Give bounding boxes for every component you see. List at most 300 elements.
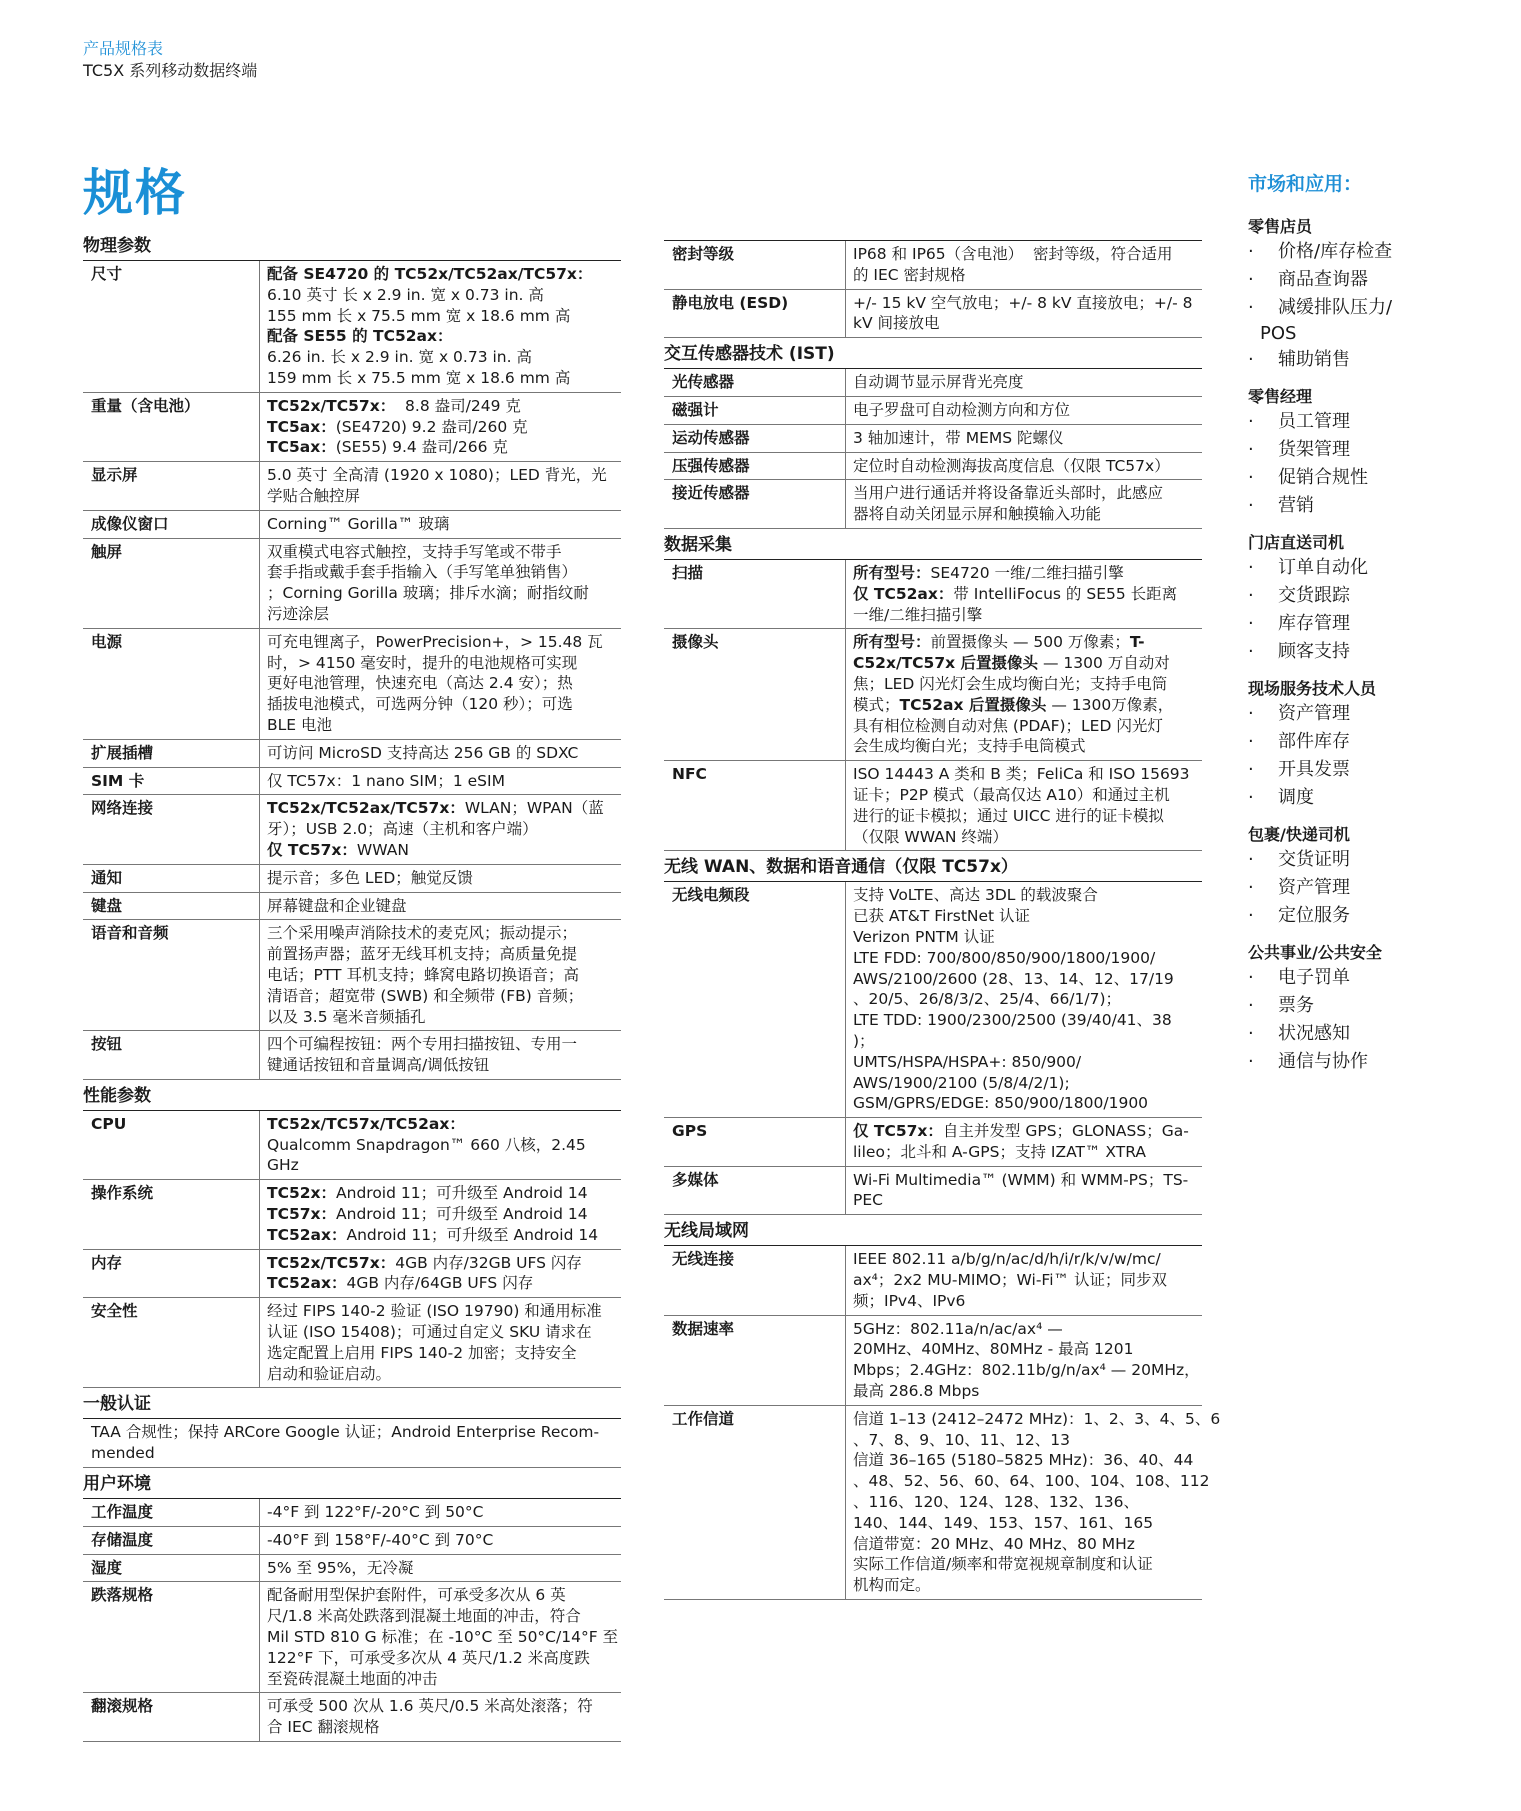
spec-line bbox=[267, 923, 615, 944]
spec-text: 4GB 内存/32GB UFS 闪存 bbox=[395, 1253, 582, 1272]
spec-line bbox=[853, 989, 1196, 1010]
spec-label-bold: TC52ax： bbox=[267, 1274, 347, 1293]
bullet-icon: · bbox=[1248, 703, 1254, 724]
market-item-text: 状况感知 bbox=[1278, 1023, 1350, 1044]
spec-line bbox=[267, 1669, 618, 1690]
market-item-text: 商品查询器 bbox=[1278, 269, 1368, 290]
spec-line bbox=[853, 653, 1196, 674]
bullet-icon: · bbox=[1248, 641, 1254, 662]
spec-text: AWS/1900/2100 (5/8/4/2/1); bbox=[853, 1073, 1070, 1092]
spec-value bbox=[846, 1406, 1226, 1599]
spec-text: 带 IntelliFocus 的 SE55 长距离 bbox=[953, 584, 1178, 603]
spec-line bbox=[267, 347, 615, 368]
spec-row bbox=[664, 1406, 1221, 1600]
spec-text: 6.10 英寸 长 x 2.9 in. 宽 x 0.73 in. 高 bbox=[267, 285, 544, 304]
spec-text: 证卡；P2P 模式（最高仅达 A10）和通过主机 bbox=[853, 785, 1170, 804]
spec-line bbox=[267, 1135, 615, 1156]
spec-label-bold: TC5ax： bbox=[267, 438, 336, 457]
spec-line bbox=[267, 944, 615, 965]
spec-line bbox=[267, 1273, 615, 1294]
spec-text: 屏幕键盘和企业键盘 bbox=[267, 896, 407, 915]
spec-text: ；Corning Gorilla 玻璃；排斥水滴；耐指纹耐 bbox=[267, 584, 589, 603]
spec-text: LTE FDD: 700/800/850/900/1800/1900/ bbox=[853, 948, 1156, 967]
specs-column-middle bbox=[664, 240, 1221, 1600]
spec-row bbox=[83, 795, 621, 864]
spec-row bbox=[83, 740, 621, 768]
spec-row bbox=[664, 480, 1202, 529]
spec-label-bold: 仅 TC57x： bbox=[267, 840, 357, 859]
spec-line bbox=[267, 771, 615, 792]
spec-row bbox=[664, 1316, 1202, 1406]
spec-line bbox=[267, 868, 615, 889]
spec-text: 认证 (ISO 15408)；可通过自定义 SKU 请求在 bbox=[267, 1323, 592, 1342]
spec-label-bold: TC52x/TC57x/TC52ax： bbox=[267, 1114, 465, 1133]
spec-key: 安全性 bbox=[83, 1298, 260, 1387]
spec-line bbox=[853, 1052, 1196, 1073]
spec-row bbox=[83, 511, 621, 539]
spec-text: 至瓷砖混凝土地面的冲击 bbox=[267, 1669, 438, 1688]
bullet-icon: · bbox=[1248, 349, 1254, 370]
spec-key: 运动传感器 bbox=[664, 425, 846, 452]
spec-value bbox=[846, 241, 1202, 289]
spec-line bbox=[853, 1360, 1200, 1381]
spec-value bbox=[846, 560, 1202, 628]
bullet-icon: · bbox=[1248, 585, 1254, 606]
spec-text: AWS/2100/2600 (28、13、14、12、17/19 bbox=[853, 969, 1174, 988]
spec-line bbox=[267, 1204, 615, 1225]
bullet-icon: · bbox=[1248, 613, 1254, 634]
spec-line: mended bbox=[91, 1444, 155, 1463]
spec-text: 定位时自动检测海拔高度信息（仅限 TC57x） bbox=[853, 456, 1170, 475]
spec-text: (SE55) 9.4 盎司/266 克 bbox=[335, 438, 508, 457]
spec-text: PEC bbox=[853, 1191, 883, 1210]
spec-key: 摄像头 bbox=[664, 629, 846, 760]
market-item-text: 库存管理 bbox=[1278, 613, 1350, 634]
spec-line bbox=[853, 1170, 1196, 1191]
spec-row bbox=[83, 1499, 621, 1527]
spec-text: 清语音；超宽带 (SWB) 和全频带 (FB) 音频； bbox=[267, 986, 584, 1005]
spec-text: kV 间接放电 bbox=[853, 314, 940, 333]
spec-line bbox=[853, 456, 1196, 477]
spec-text: 器将自动关闭显示屏和触摸输入功能 bbox=[853, 505, 1102, 524]
market-item bbox=[1248, 1048, 1488, 1076]
spec-text: — 1300万像素， bbox=[1046, 695, 1174, 714]
spec-key: 键盘 bbox=[83, 893, 260, 920]
spec-text: 可访问 MicroSD 支持高达 256 GB 的 SDXC bbox=[267, 743, 579, 762]
spec-label-bold: 配备 SE55 的 TC52ax： bbox=[267, 327, 453, 346]
spec-line bbox=[853, 483, 1196, 504]
market-item bbox=[1248, 700, 1488, 728]
spec-key: 工作温度 bbox=[83, 1499, 260, 1526]
spec-text: 最高 286.8 Mbps bbox=[853, 1382, 980, 1401]
bullet-icon: · bbox=[1248, 1051, 1254, 1072]
market-item-text: 电子罚单 bbox=[1278, 967, 1350, 988]
spec-key: 压强传感器 bbox=[664, 453, 846, 480]
spec-key: GPS bbox=[664, 1118, 846, 1166]
spec-row bbox=[83, 1031, 621, 1080]
spec-text: ax⁴；2x2 MU-MIMO；Wi-Fi™ 认证；同步双 bbox=[853, 1271, 1167, 1290]
market-group-title: 零售店员 bbox=[1248, 217, 1313, 236]
spec-text: 电子罗盘可自动检测方向和方位 bbox=[853, 400, 1071, 419]
spec-text: WLAN；WPAN（蓝 bbox=[464, 799, 604, 818]
spec-text: IP68 和 IP65（含电池） 密封等级，符合适用 bbox=[853, 245, 1173, 263]
spec-text: 仅 TC57x：1 nano SIM；1 eSIM bbox=[267, 771, 505, 790]
spec-value bbox=[846, 369, 1202, 396]
spec-line bbox=[853, 632, 1196, 653]
spec-line bbox=[267, 368, 615, 389]
spec-line bbox=[267, 896, 615, 917]
spec-value bbox=[846, 480, 1202, 528]
spec-label-bold: TC52x/TC57x： bbox=[267, 396, 396, 415]
spec-line bbox=[853, 1575, 1220, 1596]
market-group bbox=[1248, 678, 1488, 812]
spec-line bbox=[853, 1381, 1200, 1402]
spec-text: 尺/1.8 米高处跌落到混凝土地面的冲击，符合 bbox=[267, 1607, 581, 1626]
spec-line bbox=[853, 372, 1196, 393]
spec-text: 具有相位检测自动对焦 (PDAF)；LED 闪光灯 bbox=[853, 716, 1163, 735]
spec-row bbox=[83, 920, 621, 1031]
spec-line bbox=[267, 743, 615, 764]
spec-line bbox=[267, 465, 615, 486]
spec-row bbox=[664, 560, 1202, 629]
spec-text: 可承受 500 次从 1.6 英尺/0.5 米高处滚落；符 bbox=[267, 1697, 593, 1716]
specs-column-left bbox=[83, 230, 621, 1742]
spec-value bbox=[260, 768, 621, 795]
spec-line bbox=[853, 885, 1196, 906]
spec-line bbox=[267, 653, 615, 674]
spec-line bbox=[853, 265, 1196, 286]
spec-key: 多媒体 bbox=[664, 1167, 846, 1215]
spec-text: 信道 1–13 (2412–2472 MHz)：1、2、3、4、5、6 bbox=[853, 1409, 1221, 1428]
market-item-text: 交货证明 bbox=[1278, 849, 1350, 870]
spec-text: WWAN bbox=[356, 840, 409, 859]
spec-label-bold: 所有型号： bbox=[853, 633, 931, 652]
market-item bbox=[1248, 408, 1488, 436]
spec-row bbox=[664, 629, 1202, 761]
spec-text: 时，> 4150 毫安时，提升的电池规格可实现 bbox=[267, 653, 578, 672]
spec-row bbox=[83, 865, 621, 893]
spec-key: 工作信道 bbox=[664, 1406, 846, 1599]
market-item-text: 定位服务 bbox=[1278, 905, 1350, 926]
spec-label-bold: T- bbox=[1129, 633, 1145, 652]
spec-text: 前置扬声器；蓝牙无线耳机支持；高质量免提 bbox=[267, 945, 578, 964]
spec-text: 焦；LED 闪光灯会生成均衡白光；支持手电筒 bbox=[853, 674, 1168, 693]
spec-text: 已获 AT&T FirstNet 认证 bbox=[853, 907, 1031, 926]
spec-value bbox=[846, 290, 1202, 338]
market-sidebar bbox=[1248, 170, 1488, 1088]
spec-text: Mbps；2.4GHz：802.11b/g/n/ax⁴ — 20MHz， bbox=[853, 1361, 1200, 1380]
spec-line bbox=[853, 293, 1196, 314]
spec-label-bold: TC52ax： bbox=[267, 1225, 347, 1244]
market-item-text: 订单自动化 bbox=[1278, 557, 1368, 578]
section-title: 物理参数 bbox=[83, 230, 621, 261]
spec-text: （仅限 WWAN 终端） bbox=[853, 827, 1008, 846]
spec-line bbox=[853, 969, 1196, 990]
spec-line bbox=[267, 514, 615, 535]
spec-text: 实际工作信道/频率和带宽视规章制度和认证 bbox=[853, 1555, 1153, 1574]
spec-text: 进行的证卡模拟；通过 UICC 进行的证卡模拟 bbox=[853, 806, 1164, 825]
spec-value bbox=[846, 882, 1202, 1117]
spec-row bbox=[83, 768, 621, 796]
spec-line bbox=[267, 1343, 615, 1364]
section-title: 无线局域网 bbox=[664, 1215, 1202, 1246]
spec-text: 启动和验证启动。 bbox=[267, 1364, 392, 1383]
spec-line bbox=[267, 798, 615, 819]
market-title: 市场和应用： bbox=[1248, 173, 1363, 195]
spec-line bbox=[853, 1450, 1220, 1471]
spec-value bbox=[260, 920, 621, 1030]
market-item bbox=[1248, 436, 1488, 464]
spec-label-bold: 仅 TC52ax： bbox=[853, 584, 954, 603]
market-group-title: 包裹/快递司机 bbox=[1248, 825, 1350, 844]
spec-line bbox=[267, 285, 615, 306]
spec-line bbox=[267, 583, 615, 604]
market-item bbox=[1248, 582, 1488, 610]
spec-key: CPU bbox=[83, 1111, 260, 1179]
market-item bbox=[1248, 874, 1488, 902]
spec-value bbox=[260, 1298, 621, 1387]
market-item bbox=[1248, 266, 1488, 294]
spec-line bbox=[267, 417, 615, 438]
spec-line bbox=[267, 1007, 615, 1028]
spec-value bbox=[260, 261, 621, 392]
section-title: 一般认证 bbox=[83, 1388, 621, 1419]
market-item-text: 减缓排队压力/ bbox=[1278, 297, 1393, 318]
page-header bbox=[83, 38, 257, 82]
spec-line bbox=[267, 604, 615, 625]
spec-line bbox=[267, 1034, 615, 1055]
spec-row bbox=[83, 462, 621, 511]
spec-text: 5.0 英寸 全高清 (1920 x 1080)；LED 背光，光 bbox=[267, 466, 607, 485]
bullet-icon: · bbox=[1248, 1023, 1254, 1044]
spec-line bbox=[853, 1291, 1196, 1312]
section-title: 用户环境 bbox=[83, 1468, 621, 1499]
spec-line bbox=[267, 986, 615, 1007]
market-group bbox=[1248, 532, 1488, 666]
spec-label-bold: 仅 TC57x： bbox=[853, 1122, 943, 1141]
spec-line bbox=[853, 1121, 1196, 1142]
spec-key: 重量（含电池） bbox=[83, 393, 260, 461]
spec-text: 155 mm 长 x 75.5 mm 宽 x 18.6 mm 高 bbox=[267, 306, 571, 325]
spec-key: 尺寸 bbox=[83, 261, 260, 392]
market-item bbox=[1248, 756, 1488, 784]
spec-row bbox=[83, 1555, 621, 1583]
spec-value bbox=[260, 1693, 621, 1741]
market-group bbox=[1248, 216, 1488, 374]
spec-text: 信道 36–165 (5180–5825 MHz)：36、40、44 bbox=[853, 1451, 1194, 1470]
spec-line bbox=[267, 819, 615, 840]
market-item-text: 员工管理 bbox=[1278, 411, 1350, 432]
spec-line bbox=[267, 1502, 615, 1523]
market-item-text: 票务 bbox=[1278, 995, 1314, 1016]
market-item bbox=[1248, 346, 1488, 374]
spec-value bbox=[846, 1246, 1202, 1314]
bullet-icon: · bbox=[1248, 411, 1254, 432]
spec-line bbox=[853, 785, 1196, 806]
spec-value bbox=[260, 1555, 621, 1582]
spec-label-bold: TC52x： bbox=[267, 1184, 337, 1203]
spec-value bbox=[260, 462, 621, 510]
bullet-icon: · bbox=[1248, 731, 1254, 752]
spec-line bbox=[853, 1339, 1200, 1360]
spec-key: 静电放电 (ESD) bbox=[664, 290, 846, 338]
spec-text: UMTS/HSPA/HSPA+: 850/900/ bbox=[853, 1052, 1082, 1071]
spec-line bbox=[853, 1319, 1200, 1340]
spec-label-bold: 所有型号： bbox=[853, 563, 931, 582]
market-group bbox=[1248, 824, 1488, 930]
spec-key: 语音和音频 bbox=[83, 920, 260, 1030]
spec-row bbox=[664, 761, 1202, 851]
market-group bbox=[1248, 942, 1488, 1076]
spec-text: 、116、120、124、128、132、136、 bbox=[853, 1493, 1140, 1512]
spec-value bbox=[260, 629, 621, 739]
spec-text: — 1300 万自动对 bbox=[1038, 654, 1170, 673]
spec-text: 电话；PTT 耳机支持；蜂窝电路切换语音；高 bbox=[267, 965, 579, 984]
bullet-icon: · bbox=[1248, 995, 1254, 1016]
bullet-icon: · bbox=[1248, 877, 1254, 898]
spec-line bbox=[853, 1249, 1196, 1270]
spec-text: 自动调节显示屏背光亮度 bbox=[853, 373, 1024, 392]
spec-text: Android 11；可升级至 Android 14 bbox=[336, 1205, 588, 1224]
spec-text: 、20/5、26/8/3/2、25/4、66/1/7)； bbox=[853, 990, 1122, 1009]
spec-line bbox=[853, 827, 1196, 848]
market-item-text: 部件库存 bbox=[1278, 731, 1350, 752]
spec-line bbox=[853, 736, 1196, 757]
spec-row bbox=[83, 1250, 621, 1299]
market-group-title: 门店直送司机 bbox=[1248, 533, 1345, 552]
spec-text: 5GHz：802.11a/n/ac/ax⁴ — bbox=[853, 1319, 1063, 1338]
spec-key: 按钮 bbox=[83, 1031, 260, 1079]
spec-line bbox=[267, 715, 615, 736]
spec-line bbox=[853, 948, 1196, 969]
spec-row bbox=[83, 629, 621, 740]
spec-label-bold: TC5ax： bbox=[267, 417, 336, 436]
spec-text: (SE4720) 9.2 盎司/260 克 bbox=[335, 417, 528, 436]
spec-label-bold: TC52x/TC52ax/TC57x： bbox=[267, 799, 465, 818]
section-title: 无线 WAN、数据和语音通信（仅限 TC57x） bbox=[664, 851, 1202, 882]
spec-key: 扫描 bbox=[664, 560, 846, 628]
spec-text: 会生成均衡白光；支持手电筒模式 bbox=[853, 737, 1086, 756]
spec-text: 3 轴加速计，带 MEMS 陀螺仪 bbox=[853, 428, 1064, 447]
spec-line bbox=[853, 605, 1196, 626]
spec-row bbox=[664, 1167, 1202, 1216]
spec-line bbox=[267, 1717, 615, 1738]
spec-text: Android 11；可升级至 Android 14 bbox=[346, 1225, 599, 1244]
spec-key: 数据速率 bbox=[664, 1316, 846, 1405]
market-item-text: 交货跟踪 bbox=[1278, 585, 1350, 606]
bullet-icon: · bbox=[1248, 241, 1254, 262]
spec-key: 成像仪窗口 bbox=[83, 511, 260, 538]
spec-line bbox=[853, 1430, 1220, 1451]
spec-key: 电源 bbox=[83, 629, 260, 739]
spec-line bbox=[267, 264, 615, 285]
market-item bbox=[1248, 964, 1488, 992]
spec-line bbox=[853, 927, 1196, 948]
spec-key: NFC bbox=[664, 761, 846, 850]
bullet-icon: · bbox=[1248, 849, 1254, 870]
spec-text: 、7、8、9、10、11、12、13 bbox=[853, 1430, 1070, 1449]
bullet-icon: · bbox=[1248, 759, 1254, 780]
spec-label-bold: TC52ax 后置摄像头 bbox=[899, 695, 1047, 714]
spec-text: 模式； bbox=[853, 695, 900, 714]
spec-value bbox=[846, 425, 1202, 452]
bullet-icon: · bbox=[1248, 905, 1254, 926]
spec-value bbox=[260, 795, 621, 863]
spec-key: 触屏 bbox=[83, 539, 260, 628]
spec-line bbox=[853, 1409, 1220, 1430]
spec-line bbox=[267, 1627, 618, 1648]
spec-row bbox=[83, 1693, 621, 1742]
bullet-icon: · bbox=[1248, 467, 1254, 488]
spec-text: 合 IEC 翻滚规格 bbox=[267, 1718, 380, 1737]
spec-row bbox=[664, 241, 1202, 290]
market-item-text: 营销 bbox=[1278, 495, 1314, 516]
market-group-title: 现场服务技术人员 bbox=[1248, 679, 1377, 698]
spec-text: 4GB 内存/64GB UFS 闪存 bbox=[346, 1274, 534, 1293]
spec-row bbox=[664, 425, 1202, 453]
market-item-text: 促销合规性 bbox=[1278, 467, 1368, 488]
market-group bbox=[1248, 386, 1488, 520]
spec-value bbox=[846, 761, 1202, 850]
spec-text: GSM/GPRS/EDGE: 850/900/1800/1900 bbox=[853, 1094, 1149, 1113]
bullet-icon: · bbox=[1248, 269, 1254, 290]
spec-text: 经过 FIPS 140-2 验证 (ISO 19790) 和通用标准 bbox=[267, 1302, 602, 1321]
spec-line bbox=[267, 437, 615, 458]
spec-line bbox=[853, 400, 1196, 421]
spec-text: 一维/二维扫描引擎 bbox=[853, 605, 983, 624]
market-item bbox=[1248, 728, 1488, 756]
market-item bbox=[1248, 784, 1488, 812]
market-item-text: 价格/库存检查 bbox=[1278, 241, 1393, 262]
spec-line bbox=[853, 764, 1196, 785]
spec-line bbox=[853, 563, 1196, 584]
spec-plain-row bbox=[83, 1419, 621, 1468]
spec-value bbox=[260, 1499, 621, 1526]
spec-line bbox=[267, 1301, 615, 1322]
market-item-text: 资产管理 bbox=[1278, 877, 1350, 898]
spec-line bbox=[853, 806, 1196, 827]
spec-line bbox=[267, 1696, 615, 1717]
spec-text: 套手指或戴手套手指输入（手写笔单独销售） bbox=[267, 563, 578, 582]
spec-text: 自主并发型 GPS；GLONASS；Ga- bbox=[942, 1122, 1189, 1141]
spec-row bbox=[83, 539, 621, 629]
spec-line bbox=[267, 673, 615, 694]
spec-text: 的 IEC 密封规格 bbox=[853, 265, 966, 284]
spec-text: Mil STD 810 G 标准；在 -10°C 至 50°C/14°F 至 bbox=[267, 1628, 619, 1647]
spec-row bbox=[664, 882, 1202, 1118]
market-item bbox=[1248, 492, 1488, 520]
spec-text: Qualcomm Snapdragon™ 660 八核，2.45 bbox=[267, 1135, 586, 1154]
spec-line bbox=[267, 1648, 618, 1669]
spec-row bbox=[83, 1527, 621, 1555]
market-item-text: POS bbox=[1260, 323, 1297, 344]
market-group-title: 公共事业/公共安全 bbox=[1248, 943, 1382, 962]
spec-line bbox=[267, 1253, 615, 1274]
spec-text: 可充电锂离子，PowerPrecision+，> 15.48 瓦 bbox=[267, 632, 603, 651]
spec-text: 污迹涂层 bbox=[267, 604, 330, 623]
spec-row bbox=[83, 893, 621, 921]
market-item-text: 开具发票 bbox=[1278, 759, 1350, 780]
spec-value bbox=[846, 397, 1202, 424]
spec-text: 、48、52、56、60、64、100、104、108、112 bbox=[853, 1472, 1210, 1491]
spec-text: 学贴合触控屏 bbox=[267, 486, 361, 505]
bullet-icon: · bbox=[1248, 787, 1254, 808]
spec-key: 扩展插槽 bbox=[83, 740, 260, 767]
spec-key: SIM 卡 bbox=[83, 768, 260, 795]
spec-line bbox=[853, 1513, 1220, 1534]
spec-key: 磁强计 bbox=[664, 397, 846, 424]
spec-text: GHz bbox=[267, 1156, 299, 1175]
